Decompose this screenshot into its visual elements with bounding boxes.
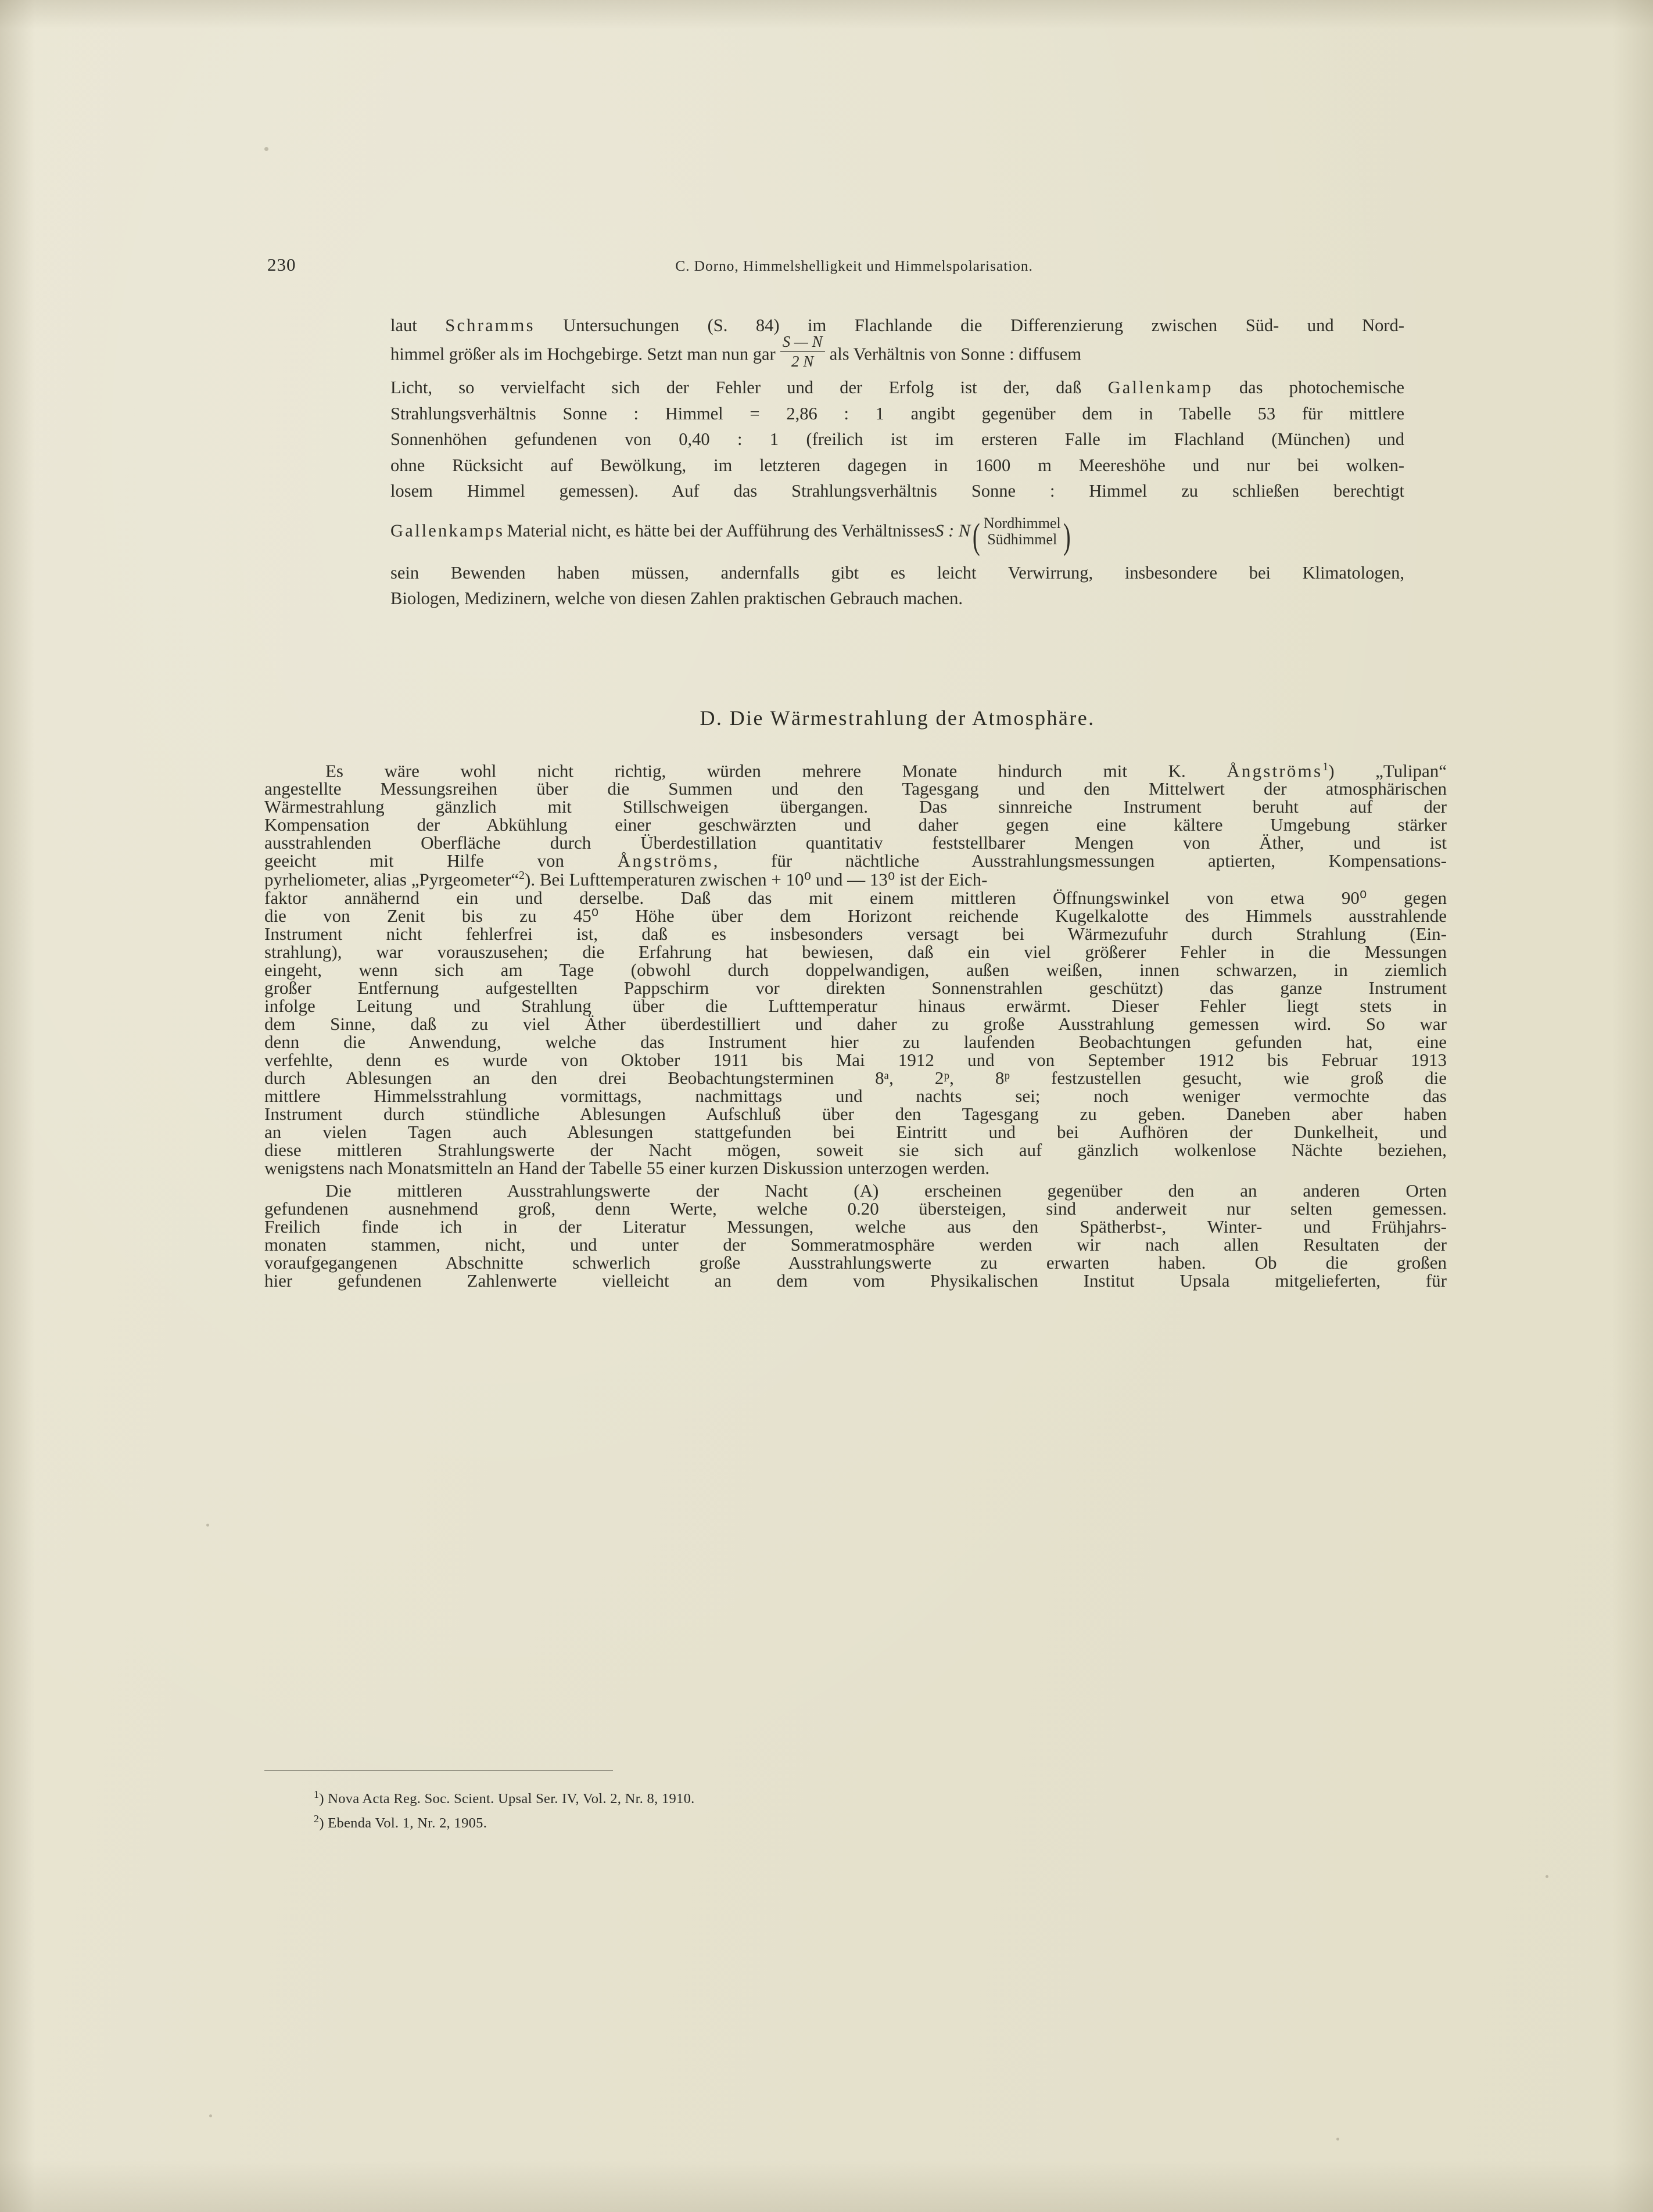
text-line: monaten stammen, nicht, und unter der Sommeratmosphäre werden wir nach allen Resultaten der xyxy=(264,1234,1447,1255)
text-line: strahlung), war vorauszusehen; die Erfahrung hat bewiesen, daß ein viel größerer Fehler in die Messungen xyxy=(264,941,1447,962)
text-line: großer Entfernung aufgestellten Pappschirm vor direkten Sonnenstrahlen geschützt) das ganze Instrument xyxy=(264,977,1447,998)
right-paren: ) xyxy=(1063,516,1071,556)
ratio-label: S : N xyxy=(935,520,971,540)
text-line-with-footnote-2 xyxy=(264,870,1447,888)
page-edge-shadow-top xyxy=(0,0,1653,29)
paper-speck xyxy=(264,147,268,151)
ratio-bottom: Südhimmel xyxy=(987,530,1057,548)
text-line: denn die Anwendung, welche das Instrument hier zu laufenden Beobachtungen gefunden hat, eine xyxy=(264,1031,1447,1052)
text-line: voraufgegangenen Abschnitte schwerlich große Ausstrahlungswerte zu erwarten haben. Ob die großen xyxy=(264,1252,1447,1273)
text-line: wenigstens nach Monatsmitteln an Hand der Tabelle 55 einer kurzen Diskussion unterzogen werden. xyxy=(264,1157,990,1178)
text-line-first-indent xyxy=(264,1182,1447,1200)
text-line: Wärmestrahlung gänzlich mit Stillschweigen übergangen. Das sinnreiche Instrument beruht auf der xyxy=(264,796,1447,817)
text-line: eingeht, wenn sich am Tage (obwohl durch doppelwandigen, außen weißen, innen schwarzen, in ziemlich xyxy=(264,959,1447,980)
page-edge-shadow-left xyxy=(0,0,35,2212)
text-line-with-fraction xyxy=(390,335,1404,371)
text-line: Kompensation der Abkühlung einer geschwärzten und daher gegen eine kältere Umgebung stärker xyxy=(264,814,1447,835)
text-line: laut Schramms Untersuchungen (S. 84) im Flachlande die Differenzierung zwischen Süd- und Nord- xyxy=(390,315,1404,335)
fraction-numerator: S — N xyxy=(782,333,823,351)
text-line: dem Sinne, daß zu viel Äther überdestilliert und daher zu große Ausstrahlung gemessen wird. So war xyxy=(264,1013,1447,1034)
footnote-number: 1 xyxy=(314,1789,320,1800)
footnote-number: 2 xyxy=(314,1812,320,1825)
text-line: Biologen, Medizinern, welche von diesen Zahlen praktischen Gebrauch machen. xyxy=(390,588,963,609)
footnote-text: ) Ebenda Vol. 1, Nr. 2, 1905. xyxy=(319,1815,487,1831)
footnote-ref-1[interactable]: 1 xyxy=(1322,760,1329,773)
page-edge-shadow-bottom xyxy=(0,2160,1653,2212)
text-line: infolge Leitung und Strahlung über die Lufttemperatur hinaus erwärmt. Dieser Fehler liegt stets in xyxy=(264,995,1447,1016)
line-text: Die mittleren Ausstrahlungswerte der Nacht (A) erscheinen gegenüber den an anderen Orten xyxy=(325,1180,1447,1201)
text-line: losem Himmel gemessen). Auf das Strahlungsverhältnis Sonne : Himmel zu schließen berechtigt xyxy=(390,481,1404,501)
text-line: verfehlte, denn es wurde von Oktober 1911 bis Mai 1912 und von September 1912 bis Februar 1913 xyxy=(264,1049,1447,1070)
paragraph-ausstrahlungswerte xyxy=(264,1182,1447,1290)
text-line: an vielen Tagen auch Ablesungen stattgefunden bei Eintritt und bei Aufhören der Dunkelheit, und xyxy=(264,1121,1447,1142)
text-line: Strahlungsverhältnis Sonne : Himmel = 2,86 : 1 angibt gegenüber dem in Tabelle 53 für mittlere xyxy=(390,403,1404,423)
page-number: 230 xyxy=(267,254,296,275)
text-line: faktor annähernd ein und derselbe. Daß das mit einem mittleren Öffnungswinkel von etwa 90⁰ gegen xyxy=(264,887,1447,908)
footnote-item xyxy=(314,1811,1418,1835)
left-paren: ( xyxy=(973,516,980,556)
paper-speck xyxy=(209,2114,212,2117)
text-line: Freilich finde ich in der Literatur Messungen, welche aus den Spätherbst-, Winter- und Frühjahrs- xyxy=(264,1216,1447,1237)
text-line: mittlere Himmelsstrahlung vormittags, nachmittags und nachts sei; noch weniger vermochte das xyxy=(264,1085,1447,1106)
section-heading: D. Die Wärmestrahlung der Atmosphäre. xyxy=(700,706,1095,730)
paragraph-schramm xyxy=(390,317,1404,608)
text-line: hier gefundenen Zahlenwerte vielleicht an dem vom Physikalischen Institut Upsala mitgelieferten, für xyxy=(264,1270,1447,1291)
body-block-top xyxy=(390,317,1404,608)
footnote-area xyxy=(314,1786,1418,1835)
line-text-tail: ) „Tulipan“ xyxy=(1328,760,1447,781)
page-edge-shadow-right xyxy=(1612,0,1653,2212)
line-text-tail: ). Bei Lufttemperaturen zwischen + 10⁰ und — 13⁰ ist der Eich- xyxy=(525,869,988,890)
text-line: sein Bewenden haben müssen, andernfalls gibt es leicht Verwirrung, insbesondere bei Klimatologen, xyxy=(390,562,1404,583)
fraction-bar xyxy=(780,351,825,352)
ratio-stack xyxy=(984,515,1061,548)
line-text-after-fraction: als Verhältnis von Sonne : diffusem xyxy=(829,344,1082,364)
text-line: gefundenen ausnehmend groß, denn Werte, welche 0.20 übersteigen, sind anderweit nur selten gemessen. xyxy=(264,1198,1447,1219)
text-line: Instrument nicht fehlerfrei ist, daß es insbesonders versagt bei Wärmezufuhr durch Strahlung (Ein- xyxy=(264,923,1447,944)
footnote-text: ) Nova Acta Reg. Soc. Scient. Upsal Ser. IV, Vol. 2, Nr. 8, 1910. xyxy=(319,1791,695,1807)
line-text-before-ratio: Gallenkamps Material nicht, es hätte bei der Aufführung des Verhältnisses xyxy=(390,520,935,540)
text-line: Sonnenhöhen gefundenen von 0,40 : 1 (freilich ist im ersteren Falle im Flachland (München) und xyxy=(390,429,1404,449)
text-line: ausstrahlenden Oberfläche durch Überdestillation quantitativ feststellbarer Mengen von Äther, und ist xyxy=(264,832,1447,853)
paper-speck xyxy=(1336,2138,1339,2141)
ratio-top: Nordhimmel xyxy=(983,514,1061,532)
paragraph-angstrom xyxy=(264,761,1447,1177)
paper-speck xyxy=(206,1524,209,1527)
text-line: geeicht mit Hilfe von Ångströms, für nächtliche Ausstrahlungsmessungen aptierten, Kompensations- xyxy=(264,850,1447,871)
body-block-main xyxy=(264,761,1447,1290)
running-head: C. Dorno, Himmelshelligkeit und Himmelspolarisation. xyxy=(675,257,1033,274)
footnote-ref-2[interactable]: 2 xyxy=(519,869,525,882)
text-line: angestellte Messungsreihen über die Summen und den Tagesgang und den Mittelwert der atmosphärischen xyxy=(264,778,1447,799)
text-line: ohne Rücksicht auf Bewölkung, im letzteren dagegen in 1600 m Meereshöhe und nur bei wolken- xyxy=(390,455,1404,475)
line-text: pyrheliometer, alias „Pyrgeometer“ xyxy=(264,869,519,890)
text-line: Instrument durch stündliche Ablesungen Aufschluß über den Tagesgang zu geben. Daneben aber haben xyxy=(264,1103,1447,1124)
footnote-item xyxy=(314,1786,1418,1811)
fraction-denominator: 2 N xyxy=(791,352,814,370)
paper-speck xyxy=(1546,1875,1548,1878)
line-text-before-fraction: himmel größer als im Hochgebirge. Setzt man nun gar xyxy=(390,344,776,364)
fraction-s-minus-n-over-2n xyxy=(780,333,825,370)
line-text: Es wäre wohl nicht richtig, würden mehrere Monate hindurch mit K. Ångströms xyxy=(325,760,1323,781)
text-line-first-indent xyxy=(264,761,1447,780)
text-line: die von Zenit bis zu 45⁰ Höhe über dem Horizont reichende Kugelkalotte des Himmels ausstrahlende xyxy=(264,905,1447,926)
text-line: durch Ablesungen an den drei Beobachtungsterminen 8ᵃ, 2ᵖ, 8ᵖ festzustellen gesucht, wie groß die xyxy=(264,1067,1447,1088)
text-line-with-ratio xyxy=(390,514,1404,556)
text-line: diese mittleren Strahlungswerte der Nacht mögen, soweit sie sich auf gänzlich wolkenlose Nächte beziehen, xyxy=(264,1139,1447,1160)
text-line: Licht, so vervielfacht sich der Fehler und der Erfolg ist der, daß Gallenkamp das photochemische xyxy=(390,378,1404,397)
